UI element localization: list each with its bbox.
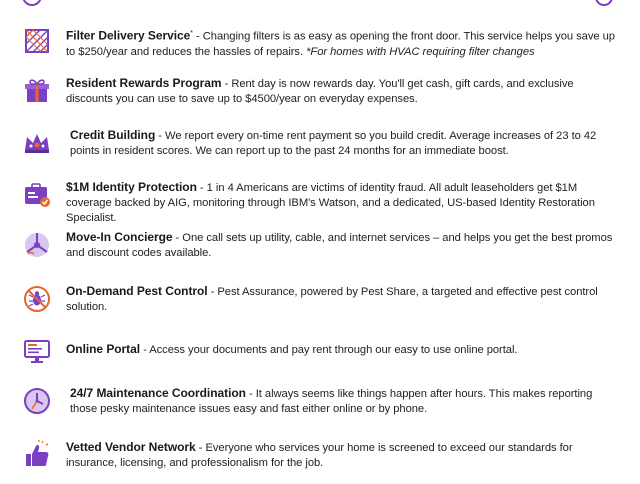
service-description: Access your documents and pay rent through our easy to use online portal. bbox=[149, 344, 518, 356]
separator: - bbox=[245, 388, 256, 400]
service-resident-rewards bbox=[22, 76, 622, 120]
service-filter-delivery bbox=[22, 26, 622, 70]
service-move-in-concierge bbox=[22, 230, 622, 274]
service-description: We report every on-time rent payment so you build credit. Average increases of 23 to 42 points in resident scores. We can report up to the past 24 months for an immediate boost. bbox=[70, 130, 597, 157]
service-text bbox=[66, 342, 622, 358]
filter-icon bbox=[22, 26, 52, 56]
service-title: Online Portal bbox=[66, 342, 141, 356]
service-text bbox=[66, 440, 622, 471]
service-title: Credit Building bbox=[70, 128, 156, 142]
separator: - bbox=[196, 182, 207, 194]
service-text bbox=[66, 180, 622, 226]
title-mark: * bbox=[190, 30, 193, 37]
decor-arc-left bbox=[22, 0, 42, 6]
service-text bbox=[66, 284, 622, 315]
service-title: Filter Delivery Service bbox=[66, 28, 191, 43]
service-pest-control bbox=[22, 284, 622, 328]
service-description: 1 in 4 Americans are victims of identity fraud. All adult leaseholders get $1M coverage backed by AIG, monitoring through IBM's Watson, and a dedicated, US-based Identity Restoration Specialist. bbox=[66, 182, 595, 224]
service-text bbox=[70, 128, 622, 159]
thumbs-up-icon bbox=[22, 440, 52, 470]
service-title: 24/7 Maintenance Coordination bbox=[70, 386, 246, 400]
id-card-icon bbox=[22, 180, 52, 210]
service-title: Resident Rewards Program bbox=[66, 76, 222, 90]
separator: - bbox=[195, 442, 206, 454]
service-description: It always seems like things happen after hours. This makes reporting those pesky maintenance issues easy and fast either online or by phone. bbox=[70, 388, 593, 415]
concierge-icon bbox=[22, 230, 52, 260]
service-text bbox=[66, 76, 622, 107]
service-title: On-Demand Pest Control bbox=[66, 284, 208, 298]
service-text bbox=[70, 386, 622, 417]
no-bug-icon bbox=[22, 284, 52, 314]
separator: - bbox=[192, 30, 203, 43]
crown-icon bbox=[22, 128, 52, 158]
service-description: Everyone who services your home is screened to exceed our standards for insurance, licensing, and professionalism for the job. bbox=[66, 442, 573, 469]
top-decoration bbox=[0, 0, 640, 10]
service-description: One call sets up utility, cable, and internet services – and helps you get the best promos and discount codes available. bbox=[66, 232, 613, 259]
service-text bbox=[66, 230, 622, 261]
clock-icon bbox=[22, 386, 52, 416]
service-title: $1M Identity Protection bbox=[66, 180, 197, 194]
monitor-icon bbox=[22, 336, 52, 366]
service-description: Changing filters is as easy as opening the front door. This service helps you save up to $250/year and reduces the hassles of repairs. bbox=[66, 30, 615, 58]
service-title: Vetted Vendor Network bbox=[66, 440, 196, 454]
service-description: Pest Assurance, powered by Pest Share, a targeted and effective pest control solution. bbox=[66, 286, 598, 313]
service-credit-building bbox=[22, 128, 622, 172]
service-identity-protection bbox=[22, 180, 622, 224]
decor-arc-right bbox=[595, 0, 613, 6]
service-maintenance-coordination bbox=[22, 386, 622, 430]
separator: - bbox=[172, 232, 183, 244]
separator: - bbox=[155, 130, 166, 142]
service-description: Rent day is now rewards day. You'll get cash, gift cards, and exclusive discounts you can use to save up to $4500/year on everyday expenses. bbox=[66, 78, 574, 105]
service-title: Move-In Concierge bbox=[66, 230, 173, 244]
service-vetted-vendor bbox=[22, 440, 622, 484]
separator: - bbox=[140, 344, 150, 356]
service-text bbox=[66, 26, 622, 60]
service-footnote: *For homes with HVAC requiring filter changes bbox=[303, 45, 535, 58]
separator: - bbox=[221, 78, 232, 90]
service-online-portal bbox=[22, 336, 622, 380]
gift-icon bbox=[22, 76, 52, 106]
separator: - bbox=[207, 286, 218, 298]
